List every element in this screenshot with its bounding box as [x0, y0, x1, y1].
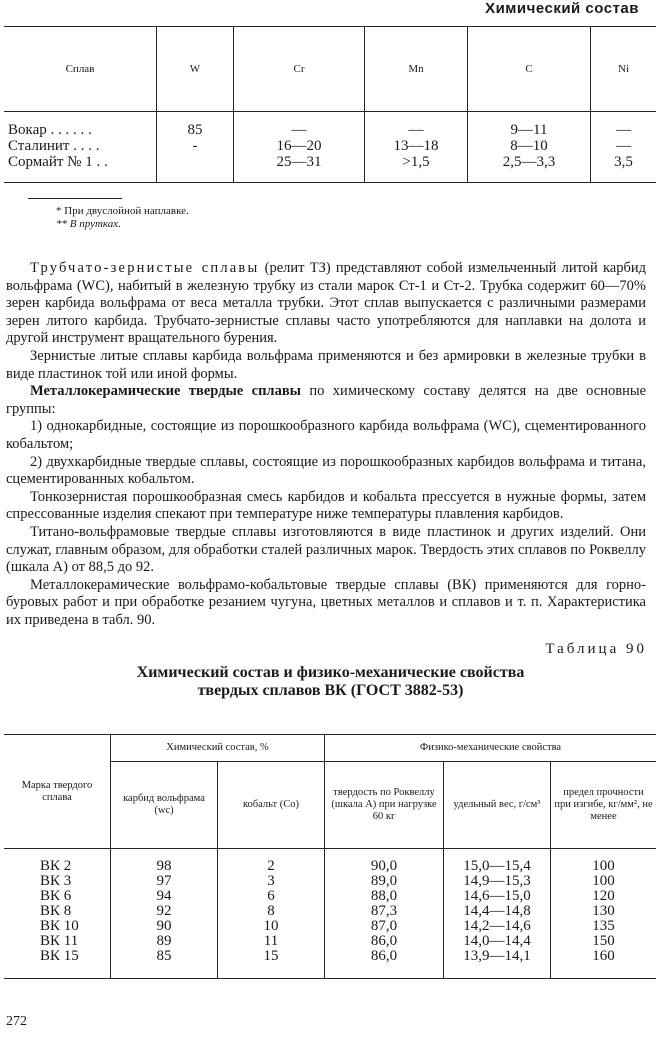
cell: Сталинит . . . .	[8, 138, 100, 154]
cell: ВК 11	[40, 933, 79, 949]
table-row	[4, 904, 656, 919]
paragraph: Металлокерамические вольфрамо-кобальтовые твердые сплавы (ВК) применяются для горно-буровых работ и при обработке резанием чугуна, цветных металлов и сплавов и т. п. Характеристика их приведена в табл. 90.	[6, 576, 646, 628]
cell: Сормайт № 1 . .	[4, 154, 157, 183]
table-title-line-1: Химический состав и физико-механические свойства	[136, 664, 525, 681]
cell: 16—20	[234, 138, 365, 154]
cell: >1,5	[365, 154, 468, 183]
cell: 88,0	[325, 889, 444, 904]
cell: 94	[111, 889, 218, 904]
col-header-ni: Ni	[591, 27, 657, 112]
cell	[157, 154, 234, 183]
cell: ВК 3	[40, 873, 72, 889]
cell: 135	[551, 919, 657, 934]
table-row	[4, 138, 656, 154]
cell: —	[365, 112, 468, 139]
table-label: Таблица 90	[545, 641, 647, 657]
col-header-wc: карбид вольфрама (wc)	[111, 762, 218, 849]
table-row	[4, 919, 656, 934]
cell: Вокар . . . . . .	[8, 122, 92, 138]
cell: —	[591, 112, 657, 139]
paragraph-text: по химическому составу делятся на две основные группы:	[6, 383, 647, 417]
table-row	[4, 112, 656, 139]
cell: 14,4—14,8	[444, 904, 551, 919]
cell: 3	[218, 874, 325, 889]
cell: 13—18	[365, 138, 468, 154]
bold-term: Металлокерамические твердые сплавы	[30, 383, 301, 400]
cell: 97	[111, 874, 218, 889]
running-head: Химический состав	[485, 0, 639, 17]
col-header-cr: Cr	[234, 27, 365, 112]
footnote-divider	[28, 198, 122, 199]
cell: 15,0—15,4	[444, 849, 551, 875]
vk-alloys-table	[4, 734, 656, 979]
cell: 6	[218, 889, 325, 904]
cell: 2	[218, 849, 325, 875]
cell: ВК 6	[40, 888, 72, 904]
cell: 25—31	[234, 154, 365, 183]
paragraph: Титано-вольфрамовые твердые сплавы изготовляются в виде пластинок и других изделий. Они служат, главным образом, для обработки сталей различных марок. Твердость этих сплавов по Роквеллу (шкала А) от 88,5 до 92.	[6, 523, 646, 576]
group-header-chemical: Химический состав, %	[111, 735, 325, 762]
cell: 90,0	[325, 849, 444, 875]
cell: 14,9—15,3	[444, 874, 551, 889]
cell: 89,0	[325, 874, 444, 889]
table-row	[4, 874, 656, 889]
paragraph-text: (релит ТЗ) представляют собой измельченный литой карбид вольфрама (WC), набитый в железную трубку из стали марок Ст-1 и Ст-2. Трубка содержит 60—70% зерен карбида вольфрама от веса металла трубки. Этот сплав выпускается с различными размерами зерен литого карбида. Трубчато-зернистые сплавы часто употребляются для наплавки на долота и другой инструмент вращательного бурения.	[6, 260, 646, 347]
cell: 100	[551, 849, 657, 875]
paragraph: Зернистые литые сплавы карбида вольфрама применяются и без армировки в железные трубки в виде пластинок той или иной формы.	[6, 347, 646, 382]
cell: 2,5—3,3	[468, 154, 591, 183]
cell: -	[157, 138, 234, 154]
cell: 13,9—14,1	[444, 949, 551, 979]
group-header-physical: Физико-механические свойства	[325, 735, 657, 762]
cell: —	[234, 112, 365, 139]
col-header-c: C	[468, 27, 591, 112]
footnote-2: ** В прутках.	[56, 218, 121, 230]
cell: 86,0	[325, 934, 444, 949]
cell: ВК 10	[40, 918, 79, 934]
cell: 87,3	[325, 904, 444, 919]
col-header-density: удельный вес, г/см³	[444, 762, 551, 849]
col-header-strength: предел прочности при изгибе, кг/мм², не менее	[551, 762, 657, 849]
spaced-term: Трубчато-зернистые сплавы	[30, 260, 260, 276]
table-row	[4, 889, 656, 904]
cell: 92	[111, 904, 218, 919]
cell: 90	[111, 919, 218, 934]
table-group-header-row	[4, 735, 656, 762]
cell: —	[591, 138, 657, 154]
cell: 85	[111, 949, 218, 979]
cell: 8—10	[468, 138, 591, 154]
alloy-composition-table	[4, 26, 656, 183]
cell: 10	[218, 919, 325, 934]
table-row	[4, 849, 656, 875]
cell: 130	[551, 904, 657, 919]
cell: 86,0	[325, 949, 444, 979]
cell: 160	[551, 949, 657, 979]
page-number: 272	[6, 1014, 27, 1029]
table-row	[4, 934, 656, 949]
col-header-co: кобальт (Co)	[218, 762, 325, 849]
cell: ВК 2	[40, 858, 72, 874]
col-header-hardness: твердость по Роквеллу (шкала А) при нагрузке 60 кг	[325, 762, 444, 849]
cell: ВК 15	[4, 949, 111, 979]
col-header-mn: Mn	[365, 27, 468, 112]
footnotes	[56, 205, 189, 231]
list-item: 1) однокарбидные, состоящие из порошкообразного карбида вольфрама (WC), сцементированного кобальтом;	[6, 418, 646, 452]
col-header-alloy: Сплав	[4, 27, 157, 112]
cell: 8	[218, 904, 325, 919]
cell: 14,6—15,0	[444, 889, 551, 904]
cell: 9—11	[468, 112, 591, 139]
cell: 3,5	[591, 154, 657, 183]
cell: 14,0—14,4	[444, 934, 551, 949]
table-title-line-2: твердых сплавов ВК (ГОСТ 3882-53)	[197, 682, 464, 699]
footnote-1: * При двуслойной наплавке.	[56, 205, 189, 217]
paragraph	[6, 383, 646, 418]
cell: 100	[551, 874, 657, 889]
cell: 11	[218, 934, 325, 949]
paragraph	[6, 260, 646, 348]
cell: ВК 8	[40, 903, 72, 919]
col-header-w: W	[157, 27, 234, 112]
cell: 120	[551, 889, 657, 904]
table-header-row	[4, 27, 656, 112]
body-text	[6, 260, 646, 629]
cell: 150	[551, 934, 657, 949]
cell: 98	[111, 849, 218, 875]
table-row	[4, 154, 656, 183]
cell: 89	[111, 934, 218, 949]
list-item: 2) двухкарбидные твердые сплавы, состоящие из порошкообразных карбидов вольфрама и титана, сцементированных кобальтом.	[6, 453, 646, 488]
cell: 14,2—14,6	[444, 919, 551, 934]
cell: 85	[157, 112, 234, 139]
paragraph: Тонкозернистая порошкообразная смесь карбидов и кобальта прессуется в нужные формы, затем спрессованные изделия спекают при температуре ниже температуры плавления карбидов.	[6, 488, 646, 523]
cell: 15	[218, 949, 325, 979]
table-row	[4, 949, 656, 979]
table-title	[0, 664, 661, 700]
col-header-grade: Марка твердого сплава	[4, 735, 111, 849]
cell: 87,0	[325, 919, 444, 934]
